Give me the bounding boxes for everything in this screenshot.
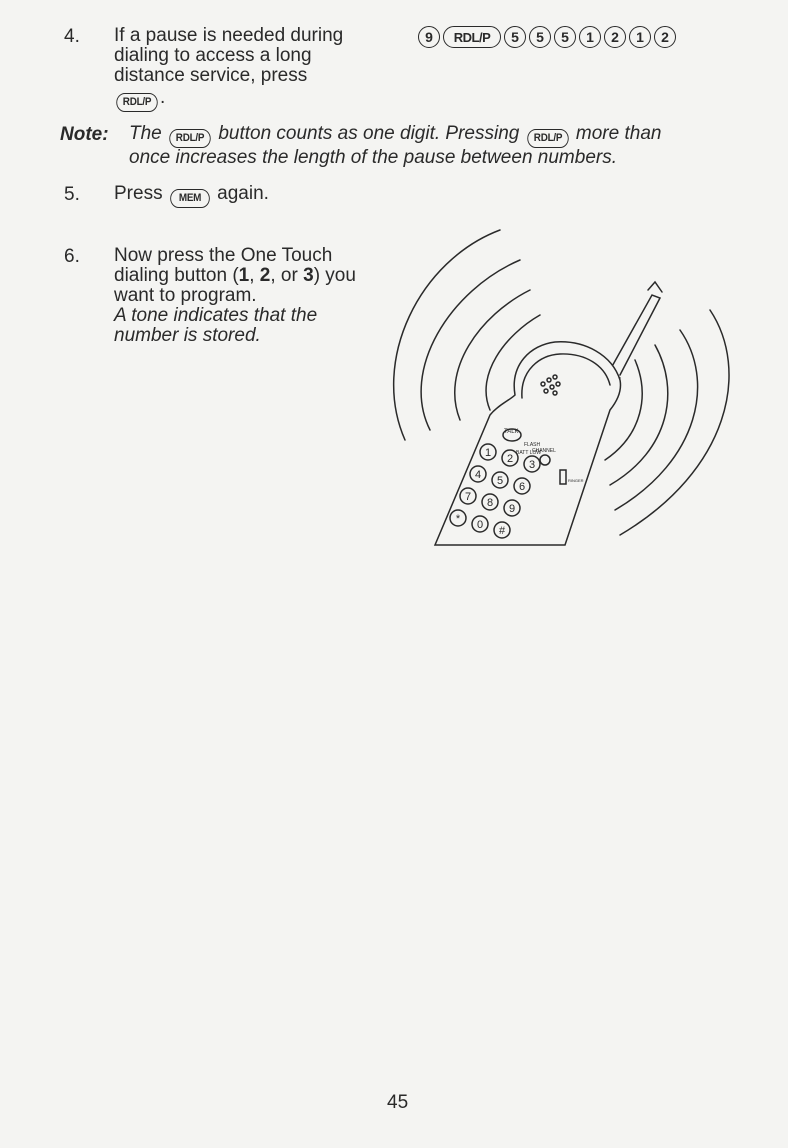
step-5-pre: Press [114,183,163,204]
keypad-key-label: 3 [528,459,536,471]
key-5-icon: 5 [504,26,526,48]
note-label: Note: [60,124,109,145]
signal-waves-right-icon [605,310,729,535]
channel-label: CHANNEL [532,448,556,454]
step-4-number: 4. [64,26,80,47]
step-4-line-1: If a pause is needed during [114,25,344,46]
batt-low-label: BATT LOW [516,450,542,456]
key-1-icon: 1 [579,26,601,48]
talk-label: TALK [504,429,519,435]
handset-illustration [380,220,760,550]
keypad-key-label: 9 [508,503,516,515]
note-text [129,124,749,168]
step-5-post: again. [217,183,269,204]
page-number: 45 [387,1092,409,1113]
key-2-icon: 2 [604,26,626,48]
ringer-label: RINGER [568,478,584,483]
flash-label: FLASH [524,442,541,448]
note-mid: button counts as one digit. Pressing [218,123,520,144]
rdlp-key-icon: RDL/P [116,93,157,112]
step-6-text [114,246,384,346]
keypad-key-label: 2 [506,453,514,465]
keypad-key-label: * [455,513,461,525]
key-5-icon: 5 [554,26,576,48]
keypad-key-label: 0 [476,519,484,531]
step-6-number: 6. [64,246,80,267]
step-6-line-5: number is stored. [114,325,261,346]
key-9-icon: 9 [418,26,440,48]
note-line-2: once increases the length of the pause between numbers. [129,147,617,168]
step-4-line-3: distance service, press [114,65,308,86]
step-4-line-2: dialing to access a long [114,45,312,66]
step-4-end: . [160,87,166,108]
step-6-line-3: want to program. [114,285,257,306]
keypad-key-label: 4 [474,469,482,481]
rdlp-key-icon: RDL/P [169,129,210,148]
step-6-line-1: Now press the One Touch [114,245,333,266]
step-6-line-4: A tone indicates that the [114,305,318,326]
keypad-key-label: # [498,525,506,537]
mem-key-icon: MEM [170,189,210,208]
note-post: more than [575,123,662,144]
keypad-key-label: 5 [496,475,504,487]
keypad-key-label: 1 [484,447,492,459]
keypad-key-label: 7 [464,491,472,503]
keypad-key-label: 8 [486,497,494,509]
rdlp-key-icon: RDL/P [443,26,501,48]
rdlp-key-icon: RDL/P [527,129,568,148]
step-5-number: 5. [64,184,80,205]
step-5-text [114,184,269,208]
key-1-icon: 1 [629,26,651,48]
step-6-line-2: dialing button (1, 2, or 3) you [114,265,356,286]
keypad-key-label: 6 [518,481,526,493]
key-2-icon: 2 [654,26,676,48]
dial-sequence [418,26,676,48]
key-5-icon: 5 [529,26,551,48]
note-pre: The [129,123,162,144]
step-4-text [114,26,384,112]
